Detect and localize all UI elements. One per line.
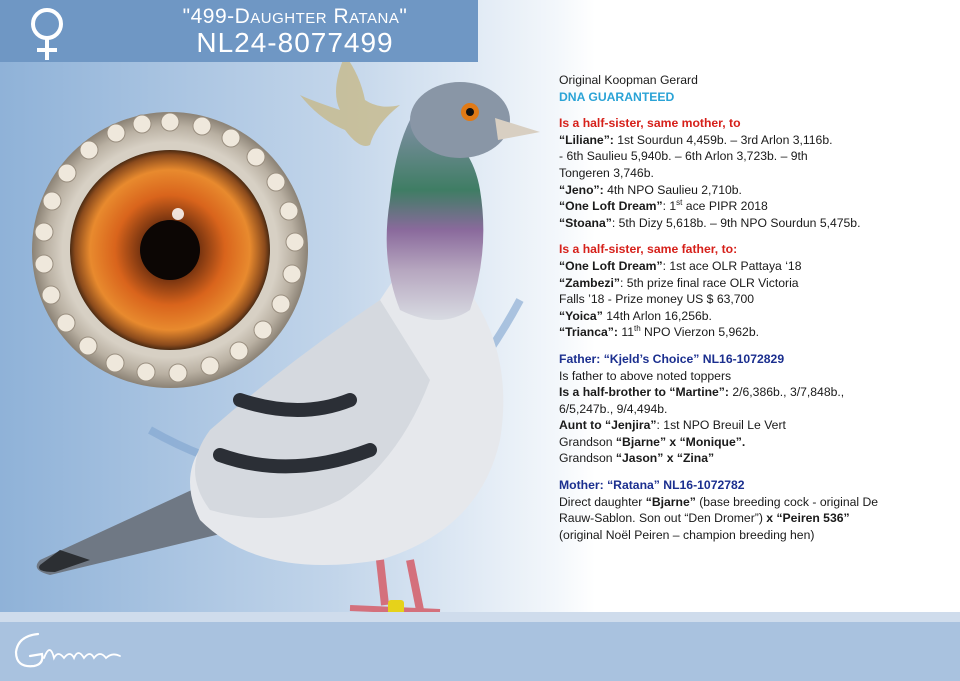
mother-heading: Mother: “Ratana” NL16-1072782 [559,478,745,493]
pedigree-text [559,72,949,543]
mother-siblings-section [559,115,949,231]
pigeon-photo [0,60,560,620]
list-item: “One Loft Dream”: 1st ace PIPR 2018 [559,198,768,214]
list-item: Direct daughter “Bjarne” (base breeding cock - original De [559,494,879,509]
mother-siblings-heading: Is a half-sister, same mother, to [559,116,741,131]
list-item: - 6th Saulieu 5,940b. – 6th Arlon 3,723b. – 9th [559,149,808,164]
mother-section [559,477,949,543]
koopman-signature-logo [8,622,128,676]
pigeon-name-title: "499-Daughter Ratana" [182,5,408,28]
ring-number: NL24-8077499 [196,27,394,58]
list-item: “Trianca”: 11th NPO Vierzon 5,962b. [559,324,759,340]
father-siblings-section [559,241,949,341]
list-item: “Jeno”: 4th NPO Saulieu 2,710b. [559,182,742,197]
list-item: 6/5,247b., 9/4,494b. [559,401,668,416]
list-item: Tongeren 3,746b. [559,165,654,180]
list-item: Is father to above noted toppers [559,368,732,383]
dna-guaranteed-label: DNA GUARANTEED [559,89,675,104]
origin-text: Original Koopman Gerard [559,73,698,87]
list-item: Rauw-Sablon. Son out “Den Dromer”) x “Peiren 536” [559,511,850,526]
footer-bar [0,612,960,681]
list-item: “Stoana”: 5th Dizy 5,618b. – 9th NPO Sourdun 5,475b. [559,215,861,230]
list-item: Grandson “Jason” x “Zina” [559,451,715,466]
list-item: Grandson “Bjarne” x “Monique”. [559,434,746,449]
list-item: Falls ’18 - Prize money US $ 63,700 [559,292,755,307]
female-symbol-icon [22,6,72,62]
list-item: (original Noël Peiren – champion breeding hen) [559,527,815,542]
father-siblings-heading: Is a half-sister, same father, to: [559,242,738,257]
father-section [559,351,949,467]
father-heading: Father: “Kjeld’s Choice” NL16-1072829 [559,351,785,366]
list-item: Is a half-brother to “Martine”: 2/6,386b., 3/7,848b., [559,385,845,400]
header-bar [0,0,478,62]
list-item: Aunt to “Jenjira”: 1st NPO Breuil Le Vert [559,418,786,433]
list-item: “Zambezi”: 5th prize final race OLR Victoria [559,275,799,290]
list-item: “Liliane”: 1st Sourdun 4,459b. – 3rd Arlon 3,116b. [559,132,833,147]
list-item: “One Loft Dream”: 1st ace OLR Pattaya ‘18 [559,258,802,273]
list-item: “Yoica” 14th Arlon 16,256b. [559,308,712,323]
